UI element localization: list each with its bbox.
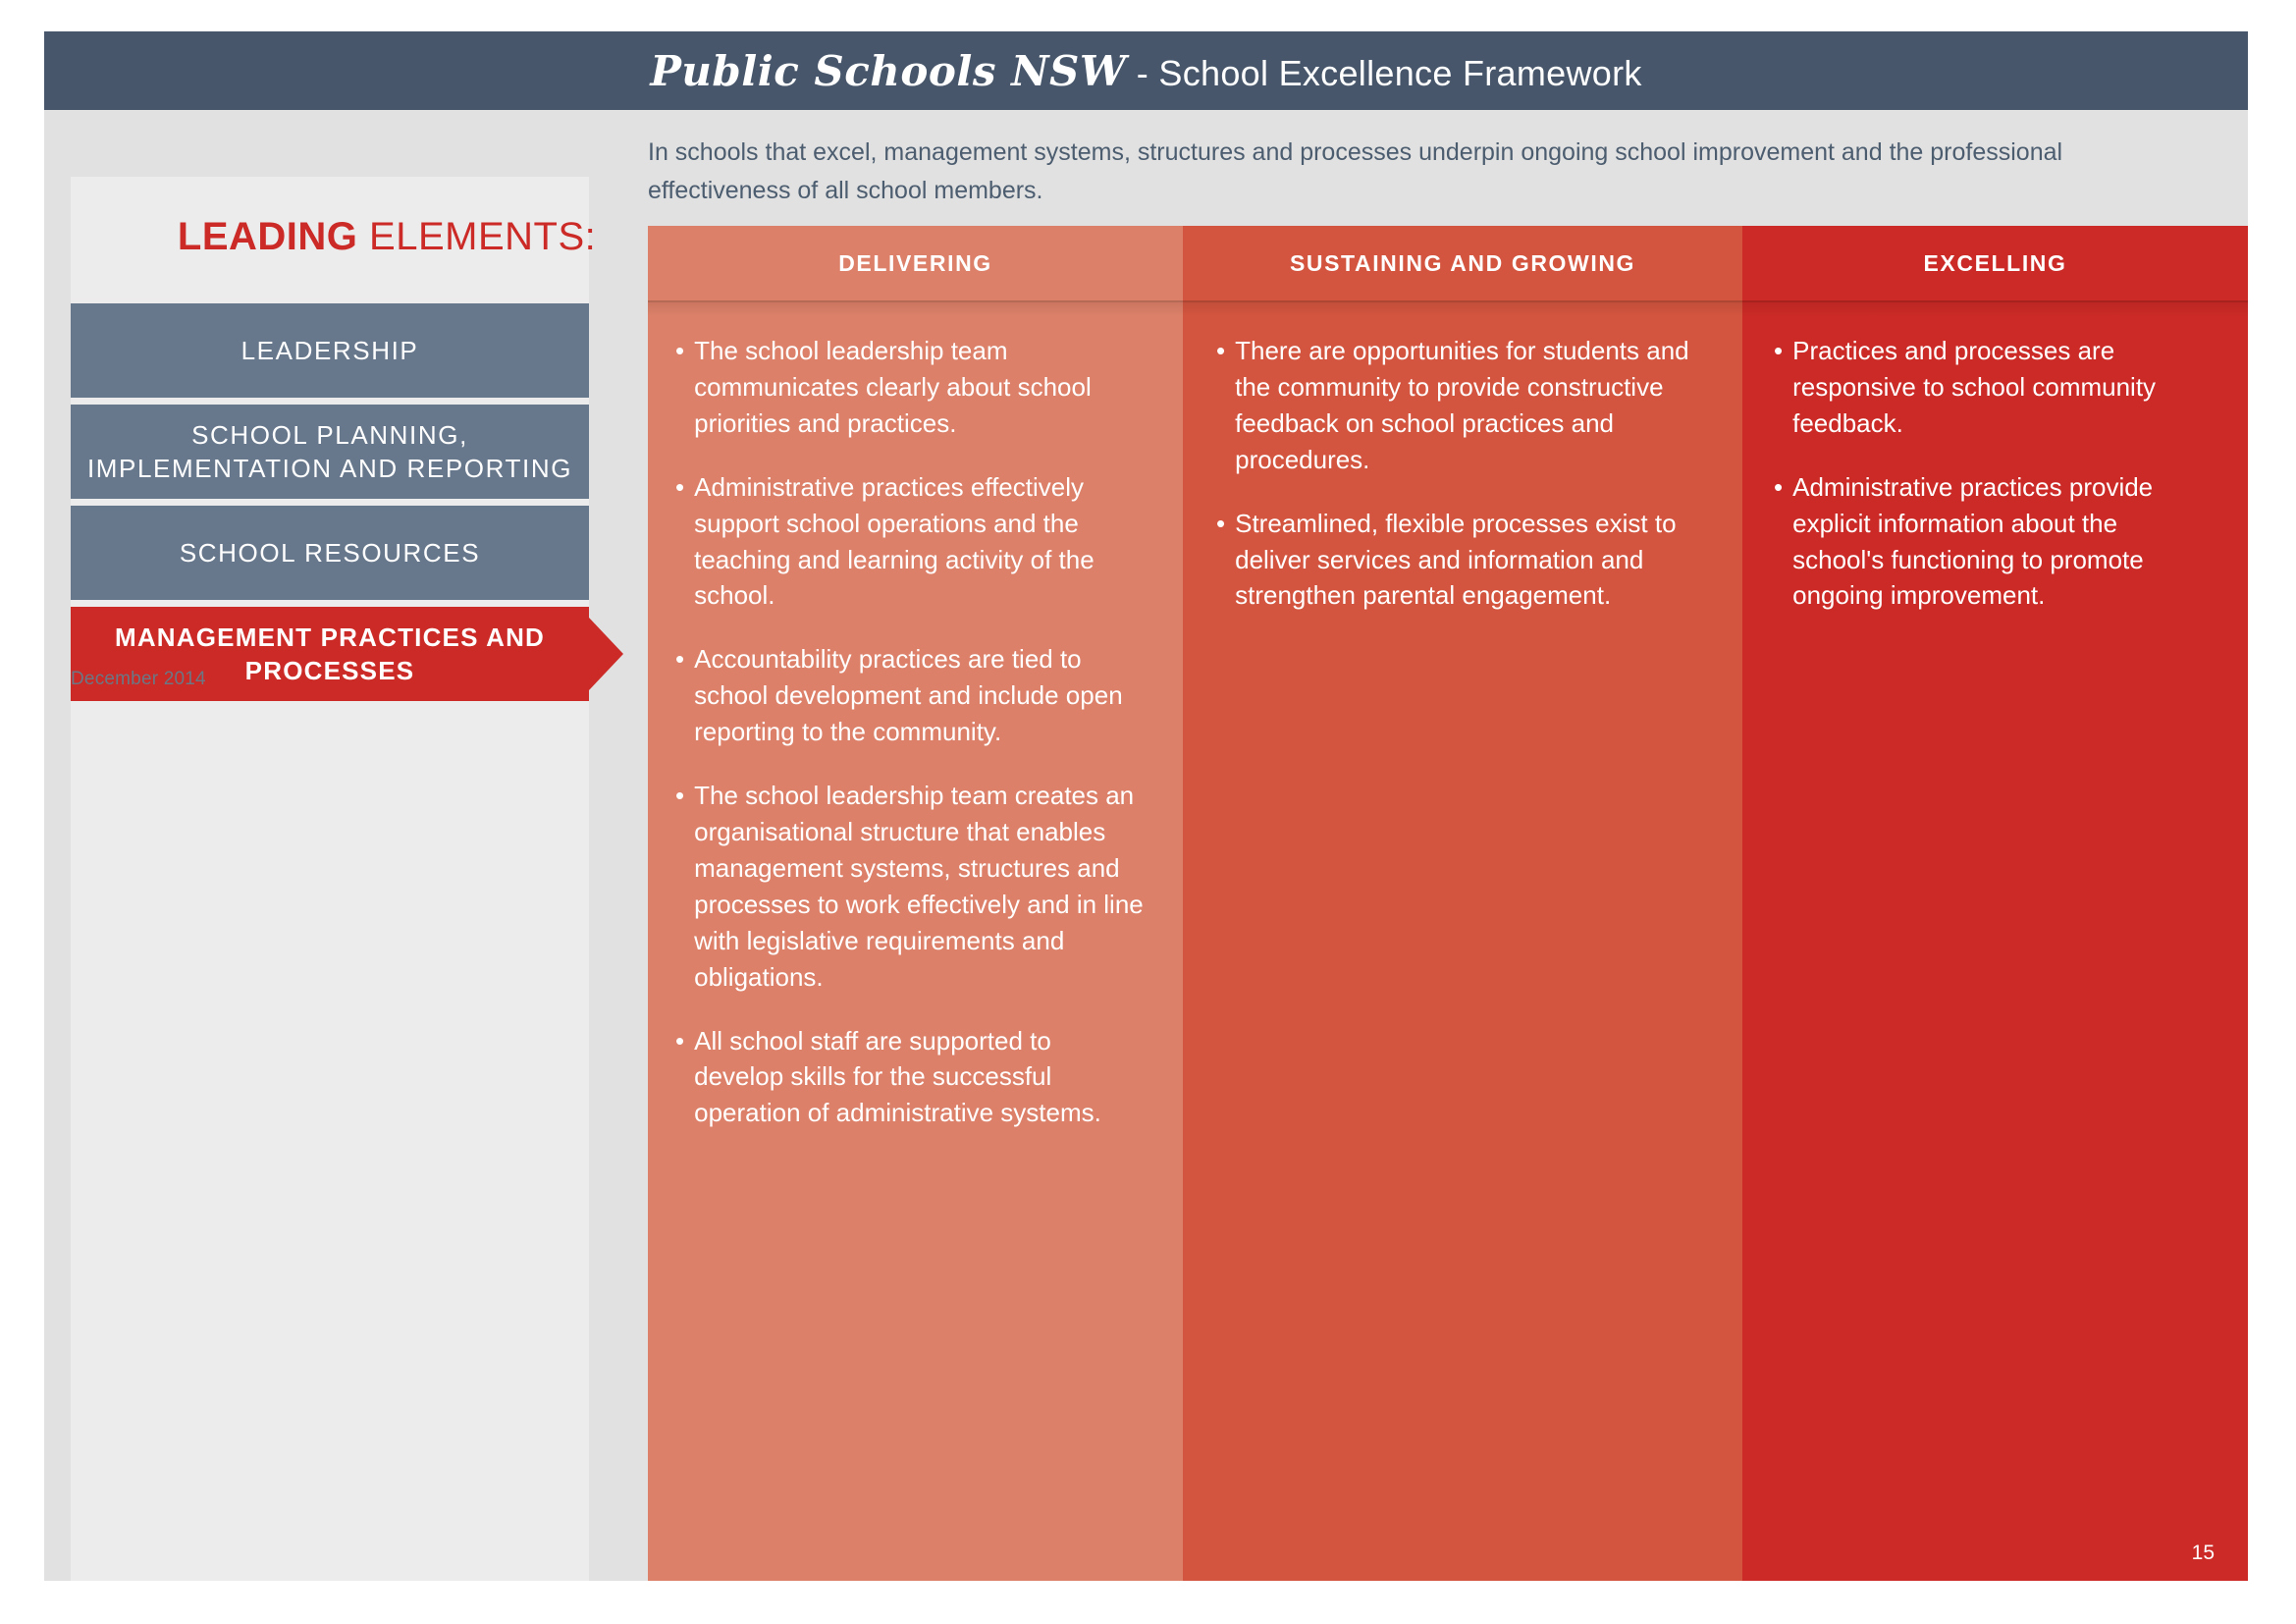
sidebar-title-strong: LEADING	[177, 214, 358, 258]
list-item	[675, 469, 1144, 615]
footer-date: December 2014	[71, 669, 206, 689]
content-columns	[648, 110, 2248, 1581]
sidebar-title	[64, 171, 596, 303]
bullet-text: Accountability practices are tied to school development and include open reporting to the community.	[694, 644, 1123, 747]
bullet-dot-icon: •	[675, 781, 685, 811]
title-separator: -	[1126, 52, 1159, 93]
bullet-text: Administrative practices effectively support school operations and the teaching and learning activity of the school.	[694, 471, 1095, 611]
slide	[44, 31, 2248, 1581]
column-header-sustaining-and-growing: SUSTAINING AND GROWING	[1183, 226, 1742, 300]
bullet-text: Streamlined, flexible processes exist to deliver services and information and strengthen parental engagement.	[1235, 508, 1677, 611]
intro-block	[648, 110, 2248, 226]
column-body-excelling	[1742, 300, 2248, 1581]
list-item	[1774, 469, 2201, 615]
bullet-dot-icon: •	[1216, 508, 1226, 538]
bullet-dot-icon: •	[1774, 471, 1784, 502]
column-body-sustaining-and-growing	[1183, 300, 1742, 1581]
bullet-dot-icon: •	[1774, 336, 1784, 365]
active-arrow-icon	[589, 618, 623, 690]
bullet-text: Practices and processes are responsive to school community feedback.	[1792, 336, 2157, 438]
page-body	[44, 110, 2248, 1581]
header-bar	[44, 31, 2248, 110]
column-delivering	[648, 226, 1183, 1581]
sidebar-title-light: ELEMENTS:	[357, 214, 597, 258]
title-text: School Excellence Framework	[1158, 52, 1642, 93]
bullet-text: All school staff are supported to develop skills for the successful operation of administrative systems.	[694, 1025, 1101, 1128]
column-excelling	[1742, 226, 2248, 1581]
bullet-text: Administrative practices provide explicit information about the school's functioning to promote ongoing improvement.	[1792, 471, 2154, 611]
bullet-dot-icon: •	[675, 471, 685, 502]
list-item	[675, 641, 1144, 750]
brand-logotype: Public Schools NSW	[650, 46, 1127, 95]
column-body-delivering	[648, 300, 1183, 1581]
bullet-dot-icon: •	[1216, 336, 1226, 365]
bullet-text: The school leadership team creates an organisational structure that enables management systems, structures and processes to work effectively and in line with legislative requirements and obligations.	[694, 781, 1144, 992]
sidebar-item-label: MANAGEMENT PRACTICES AND PROCESSES	[114, 622, 546, 685]
page-number: 15	[2191, 1542, 2215, 1564]
list-item	[1216, 506, 1701, 615]
list-item	[1216, 333, 1701, 478]
intro-text: In schools that excel, management systems, structures and processes underpin ongoing school improvement and the professional effectiveness of all school members.	[648, 138, 2063, 204]
sidebar-item-label: SCHOOL PLANNING, IMPLEMENTATION AND REPORTING	[86, 419, 573, 483]
sidebar-title-box	[71, 177, 597, 297]
list-item	[675, 333, 1144, 442]
bullet-text: There are opportunities for students and the community to provide constructive feedback on school practices and procedures.	[1235, 336, 1689, 474]
sidebar-item-list	[71, 303, 589, 701]
bullet-dot-icon: •	[675, 644, 685, 675]
sidebar-item-school-planning[interactable]	[71, 405, 589, 499]
bullet-dot-icon: •	[675, 1025, 685, 1056]
sidebar-item-school-resources[interactable]	[71, 506, 589, 600]
column-header-delivering: DELIVERING	[648, 226, 1183, 300]
list-item	[675, 1023, 1144, 1132]
column-sustaining-and-growing	[1183, 226, 1742, 1581]
levels-grid	[648, 226, 2248, 1581]
bullet-dot-icon: •	[675, 336, 685, 365]
list-item	[1774, 333, 2201, 442]
column-header-excelling: EXCELLING	[1742, 226, 2248, 300]
sidebar-item-label: SCHOOL RESOURCES	[179, 537, 481, 568]
list-item	[675, 778, 1144, 995]
sidebar-item-leadership[interactable]	[71, 303, 589, 398]
sidebar	[71, 177, 597, 708]
page-title	[650, 47, 1641, 95]
sidebar-item-label: LEADERSHIP	[240, 335, 419, 365]
bullet-text: The school leadership team communicates clearly about school priorities and practices.	[694, 336, 1092, 438]
